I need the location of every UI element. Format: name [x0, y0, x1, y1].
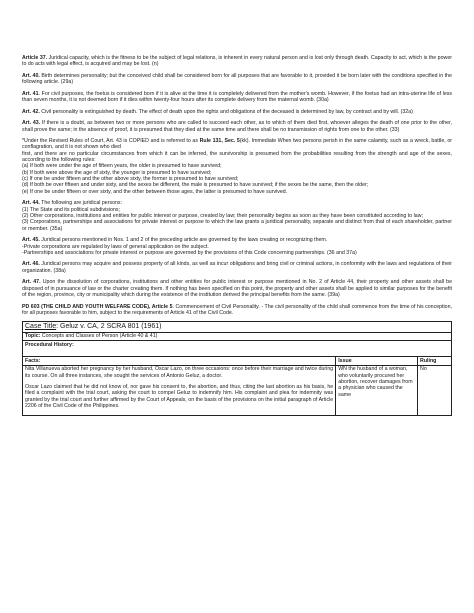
pd-603-text: . Commencement of Civil Personality. - The civil personality of the child shall commence from the time of his conception, for all purposes favorable to him, subject to the requirements of Article 41 of the Civil Code. [22, 303, 452, 316]
article-37 [22, 55, 452, 68]
article-47-text: Upon the dissolution of corporations, institutions and other entities for public interest or purpose mentioned in No. 2 of Article 44, their property and other assets shall be disposed of in pursuance of law or the charter creating them. If nothing has been specified on this point, the property and other assets shall be applied to similar purposes for the benefit of the region, province, city or municipality which during the existence of the institution derived the principal benefits from the same. (39a) [22, 279, 452, 298]
case-topic-label: Topic: [25, 333, 41, 340]
article-46-text: Juridical persons may acquire and possess property of all kinds, as well as incur obligations and bring civil or criminal actions, in conformity with the laws and regulations of their organization. (38a) [22, 261, 452, 274]
facts-header-label: Facts: [25, 357, 41, 364]
article-37-label: Article 37. [22, 55, 48, 61]
note-rule-d: (d) If both be over fifteen and under sixty, and the sexes be different, the male is presumed to have survived; if the sexes be the same, then the older; [22, 182, 369, 189]
article-46-label: Art. 46. [22, 261, 40, 268]
case-title-row [23, 322, 452, 332]
article-40-label: Art. 40. [22, 72, 40, 79]
note-rule-e: (e) If one be under fifteen or over sixty, and the other between those ages, the latter is presumed to have survived. [22, 188, 288, 195]
case-history-row [23, 341, 452, 357]
case-history-label: Procedural History: [25, 341, 74, 348]
ruling-header [418, 357, 452, 366]
article-47 [22, 279, 452, 298]
issue-header-label: Issue [338, 357, 352, 364]
article-47-label: Art. 47. [22, 279, 41, 286]
facts-paragraph-1: Nita Villanueva aborted her pregnancy by her husband, Oscar Lazo, on three occasions: once before their marriage and twice during its course. On all three instances, she sought the services of Antonio Geluz, a doctor. [25, 366, 334, 379]
issue-cell: WN the husband of a woman, who voluntarily procured her abortion, recover damages from a physician who caused the same [336, 365, 418, 415]
note-text-before: *Under the Revised Rules of Court, Art. 43 is COPIED and is referred to as [22, 138, 200, 145]
article-41 [22, 91, 452, 104]
article-45 [22, 237, 452, 256]
note-rule-b: (b) If both were above the age of sixty, the younger is presumed to have survived; [22, 169, 212, 176]
note-line: first, and there are no particular circumstances from which it can be inferred, the survivorship is presumed from the probabilities resulting from the strength and age of the sexes, according to the following rules: [22, 150, 452, 164]
case-content-row [23, 365, 452, 415]
article-40 [22, 73, 452, 86]
article-45-text: Juridical persons mentioned in Nos. 1 and 2 of the preceding article are governed by the laws creating or recognizing them. [39, 237, 328, 244]
article-45-line-1: -Private corporations are regulated by laws of general application on the subject. [22, 243, 209, 250]
article-45-line-2: -Partnerships and associations for private interest or purpose are governed by the provisions of this Code concerning partnerships. (36 and 37a) [22, 249, 357, 256]
note-rule-c: (c) If one be under fifteen and the other above sixty, the former is presumed to have survived; [22, 176, 239, 183]
article-37-text: Juridical capacity, which is the fitness to be the subject of legal relations, is inherent in every natural person and is lost only through death. Capacity to act, which is the power to do acts with legal effect, is acquired and may be lost. (n) [22, 55, 452, 68]
article-46 [22, 261, 452, 274]
article-44 [22, 200, 452, 232]
case-digest-table [22, 321, 452, 416]
article-43-text: If there is a doubt, as between two or more persons who are called to succeed each other, as to which of them died first, whoever alleges the death of one prior to the other, shall prove the same; in the absence of proof, it is presumed that they died at the same time and there shall be no transmission of rights from one to the other. (33) [22, 120, 452, 133]
article-41-text: . For civil purposes, the foetus is considered born if it is alive at the time it is completely delivered from the mother's womb. However, if the foetus had an intra-uterine life of less than seven months, it is not deemed born if it dies within twenty-four hours after its complete delivery from the maternal womb. (30a) [22, 90, 453, 104]
article-41-label: Art. 41 [22, 90, 39, 97]
issue-header [336, 357, 418, 366]
article-44-item-2: (2) Other corporations, institutions and entities for public interest or purpose, created by law; their personality begins as soon as they have been constituted according to law; [22, 213, 423, 219]
rules-of-court-note [22, 138, 452, 195]
facts-header [23, 357, 336, 366]
article-43-label: Art. 43. [22, 120, 41, 127]
ruling-header-label: Ruling [420, 357, 437, 364]
article-44-text: The following are juridical persons: [39, 200, 123, 207]
note-rule-reference: Rule 131, Sec. 5 [199, 138, 240, 145]
case-title-cell [23, 322, 452, 332]
article-43 [22, 120, 452, 133]
case-title-label: Case Title [25, 323, 57, 330]
article-42-label: Art. 42. [22, 108, 40, 115]
facts-paragraph-2: Oscar Lazo claimed that he did not know of, nor gave his consent to, the abortion, and thus, citing the last abortion as his basis, he filed a complaint with the trial court, asking the court to compel Geluz to indemnify him. His complaint and plea for indemnity was granted by the trial court and further affirmed by the Court of Appeals, on the basis of the provisions on the initial paragraph of Article 2206 of the Civil Code of the Philippines. [25, 384, 334, 410]
article-42 [22, 109, 452, 115]
article-42-text: Civil personality is extinguished by death. The effect of death upon the rights and obligations of the deceased is determined by law, by contract and by will. (32a) [39, 108, 413, 115]
case-topic-row [23, 332, 452, 341]
case-history-cell [23, 341, 452, 357]
pd-603-label: PD 603 (THE CHILD AND YOUTH WELFARE CODE), Article 5 [22, 303, 173, 310]
case-topic-cell [23, 332, 452, 341]
article-40-text: Birth determines personality; but the conceived child shall be considered born for all purposes that are favorable to it, provided it be born later with the conditions specified in the following article. (29a) [22, 72, 452, 86]
article-44-label: Art. 44. [22, 200, 40, 207]
facts-cell [23, 365, 336, 415]
pd-603-article-5 [22, 304, 452, 317]
case-header-row [23, 357, 452, 366]
case-topic-value: Concepts and Classes of Person (Article 40 & 41) [40, 333, 158, 340]
article-44-item-1: (1) The State and its political subdivisions; [22, 206, 120, 213]
case-title-value: : Geluz v. CA, 2 SCRA 801 (1961) [56, 323, 162, 330]
note-text-after: (kk). Immediate When two persons perish in the same calamity, such as a wreck, battle, or conflagration, and it is not shown who died [22, 138, 452, 151]
note-rule-a: (a) If both were under the age of fifteen years, the older is presumed to have survived; [22, 163, 222, 170]
article-45-label: Art. 45. [22, 237, 40, 244]
article-44-item-3: (3) Corporations, partnerships and associations for private interest or purpose to which the law grants a juridical personality, separate and distinct from that of each shareholder, partner or member. (35a) [22, 219, 452, 232]
ruling-cell: No [418, 365, 452, 415]
